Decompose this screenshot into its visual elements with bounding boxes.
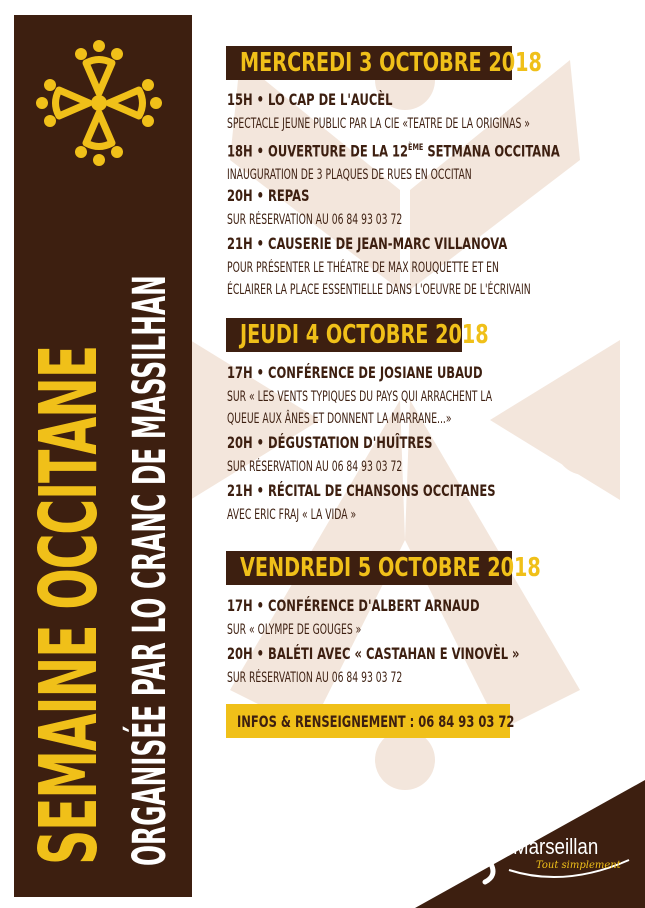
event-item [227,645,633,689]
occitan-cross-icon [34,38,164,168]
event-title: 20H • REPAS [227,186,310,205]
event-desc: SUR « OLYMPE DE GOUGES » [227,622,362,638]
event-desc: SUR RÉSERVATION AU 06 84 93 03 72 [227,670,403,686]
sponsor-name: Marseillan [513,834,599,859]
day-banner [226,46,542,80]
day-banner [226,551,541,585]
day-label: VENDREDI 5 OCTOBRE 2018 [240,553,541,583]
event-item [227,187,493,231]
event-desc: AVEC ERIC FRAJ « LA VIDA » [227,507,357,523]
event-item [227,235,645,301]
event-title: 21H • RÉCITAL DE CHANSONS OCCITANES [227,481,496,500]
sponsor-tagline: Tout simplement [536,860,621,871]
event-item [227,434,512,478]
event-desc: SUR RÉSERVATION AU 06 84 93 03 72 [227,212,403,228]
event-item [227,482,600,526]
info-box [226,704,515,738]
event-desc: ÉCLAIRER LA PLACE ESSENTIELLE DANS L'OEUVRE DE L'ÉCRIVAIN [227,282,531,298]
event-title: 21H • CAUSERIE DE JEAN-MARC VILLANOVA [227,234,508,253]
day-label: JEUDI 4 OCTOBRE 2018 [240,320,489,350]
poster-title: SEMAINE OCCITANE [23,346,115,865]
event-desc: SPECTACLE JEUNE PUBLIC PAR LA CIE «TEATRE DE LA ORIGINAS » [227,116,530,132]
event-desc: INAUGURATION DE 3 PLAQUES DE RUES EN OCCITAN [227,167,472,184]
event-title: 20H • DÉGUSTATION D'HUÎTRES [227,433,433,452]
event-item [227,364,629,430]
poster-subtitle: ORGANISÉE PAR LO CRANC DE MASSILHAN [123,275,176,867]
day-label: MERCREDI 3 OCTOBRE 2018 [240,48,542,78]
event-title: 18H • OUVERTURE DE LA 12ÈME SETMANA OCCITANA [227,141,560,161]
event-item [227,139,645,186]
event-desc: SUR « LES VENTS TYPIQUES DU PAYS QUI ARRACHENT LA [227,389,493,405]
event-title: 17H • CONFÉRENCE D'ALBERT ARNAUD [227,596,480,615]
event-item [227,597,578,641]
event-title: 20H • BALÉTI AVEC « CASTAHAN E VINOVÈL » [227,644,520,663]
event-title: 15H • LO CAP DE L'AUCÈL [227,90,393,109]
event-title: 17H • CONFÉRENCE DE JOSIANE UBAUD [227,363,483,382]
event-desc: QUEUE AUX ÂNES ET DONNENT LA MARRANE...» [227,411,452,427]
event-item [227,91,645,135]
event-desc: SUR RÉSERVATION AU 06 84 93 03 72 [227,459,403,475]
info-text: INFOS & RENSEIGNEMENT : 06 84 93 03 72 [237,712,515,731]
event-desc: POUR PRÉSENTER LE THÉATRE DE MAX ROUQUETTE ET EN [227,260,499,276]
day-banner [226,318,489,352]
